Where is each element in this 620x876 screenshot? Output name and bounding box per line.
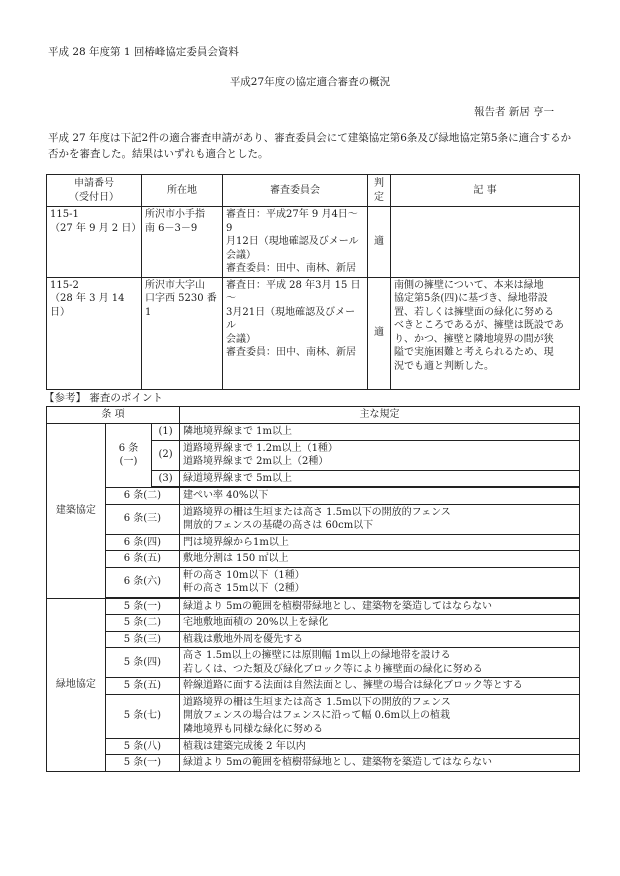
article-item: 6 条(五) [105,551,179,568]
review-points-table [46,406,580,772]
sub-item: (1) [152,423,180,440]
row-notes [391,207,580,278]
rule-text: 門は境界線から1m以上 [180,534,580,551]
intro-line: 否かを審査した。結果はいずれも適合とした。 [48,148,269,160]
header-number: 申請番号 （受付日） [47,175,142,207]
rule-text: 宅地敷地面積の 20%以上を緑化 [180,615,580,632]
intro-text [48,130,608,162]
row-verdict: 適 [368,207,391,278]
row-notes: 南側の擁壁について、本来は緑地 協定第5条(四)に基づき、緑地帯設 置、若しくは擁壁面の緑化に努める べきところであるが、擁壁は既設であ り、かつ、擁壁と隣地境界の間が狭 隘で実施困難と考えられるため、現 況でも適と判断した。 [391,277,580,389]
sub-item: (2) [152,440,180,470]
article-item: 5 条(七) [105,694,179,738]
article-6-1: 6 条 (一) [105,423,151,488]
table-row [47,277,580,389]
table-row [47,207,580,278]
article-item: 6 条(二) [105,488,179,505]
header-location: 所在地 [142,175,223,207]
rule-text: 道路境界の柵は生垣または高さ 1.5m以下の開放的フェンス 開放的フェンスの基礎の高さは 60cm以下 [180,504,580,534]
article-item: 5 条(二) [105,615,179,632]
row-committee: 審査日：平成 28 年3月 15 日～ 3月21日（現地確認及びメール 会議） 審査委員：田中、南林、新居 [223,277,368,389]
row-number: 115-1 （27 年 9 月 2 日） [47,207,142,278]
header-note: 平成 28 年度第 1 回椿峰協定委員会資料 [48,46,239,58]
rule-text: 緑道境界線まで 5m以上 [180,470,580,487]
intro-line: 平成 27 年度は下記2件の適合審査申請があり、審査委員会にて建築協定第6条及び緑地協定第5条に適合するか [48,132,572,144]
article-item: 5 条(一) [105,755,179,772]
application-table [46,174,580,390]
article-item: 6 条(四) [105,534,179,551]
rule-text: 高さ 1.5m以上の擁壁には原則幅 1m以上の緑地帯を設ける 若しくは、つた類及び緑化ブロック等により擁壁面の緑化に努める [180,648,580,678]
header-rule: 主な規定 [180,407,580,424]
rule-text: 植栽は建築完成後 2 年以内 [180,738,580,755]
rule-text: 敷地分割は 150 ㎡以上 [180,551,580,568]
article-item: 5 条(一) [105,598,179,615]
header-item: 条 項 [47,407,180,424]
rule-text: 緑道より 5mの範囲を植樹帯緑地とし、建築物を築造してはならない [180,598,580,615]
rule-text: 道路境界線まで 1.2m以上（1種） 道路境界線まで 2m以上（2種） [180,440,580,470]
rule-text: 軒の高さ 10m以下（1種） 軒の高さ 15m以下（2種） [180,567,580,597]
header-committee: 審査委員会 [223,175,368,207]
green-agreement-label: 緑地協定 [47,598,106,771]
article-item: 5 条(四) [105,648,179,678]
row-number: 115-2 （28 年 3 月 14 日） [47,277,142,389]
rule-text: 隣地境界線まで 1m以上 [180,423,580,440]
article-item: 5 条(八) [105,738,179,755]
rule-text: 幹線道路に面する法面は自然法面とし、擁壁の場合は緑化ブロック等とする [180,678,580,695]
page-title: 平成27年度の協定適合審査の概況 [229,76,391,88]
article-item: 5 条(五) [105,678,179,695]
rule-text: 緑道より 5mの範囲を植樹帯緑地とし、建築物を築造してはならない [180,755,580,772]
row-location: 所沢市小手指 南 6－3－9 [142,207,223,278]
row-location: 所沢市大字山 口字西 5230 番 1 [142,277,223,389]
reporter: 報告者 新居 亨一 [474,106,555,118]
row-verdict: 適 [368,277,391,389]
building-agreement-label: 建築協定 [47,423,106,598]
rule-text: 道路境界の柵は生垣または高さ 1.5m以下の開放的フェンス 開放フェンスの場合はフェンスに沿って幅 0.6m以上の植栽 隣地境界も同様な緑化に努める [180,694,580,738]
row-committee: 審査日：平成27年 9 月4日～9 月12日（現地確認及びメール 会議） 審査委員：田中、南林、新居 [223,207,368,278]
header-notes: 記 事 [391,175,580,207]
article-item: 6 条(六) [105,567,179,597]
rule-text: 建ぺい率 40%以下 [180,488,580,505]
sub-item: (3) [152,470,180,487]
article-item: 5 条(三) [105,631,179,648]
reference-heading: 【参考】 審査のポイント [44,392,163,404]
article-item: 6 条(三) [105,504,179,534]
rule-text: 植栽は敷地外周を優先する [180,631,580,648]
header-verdict: 判 定 [368,175,391,207]
